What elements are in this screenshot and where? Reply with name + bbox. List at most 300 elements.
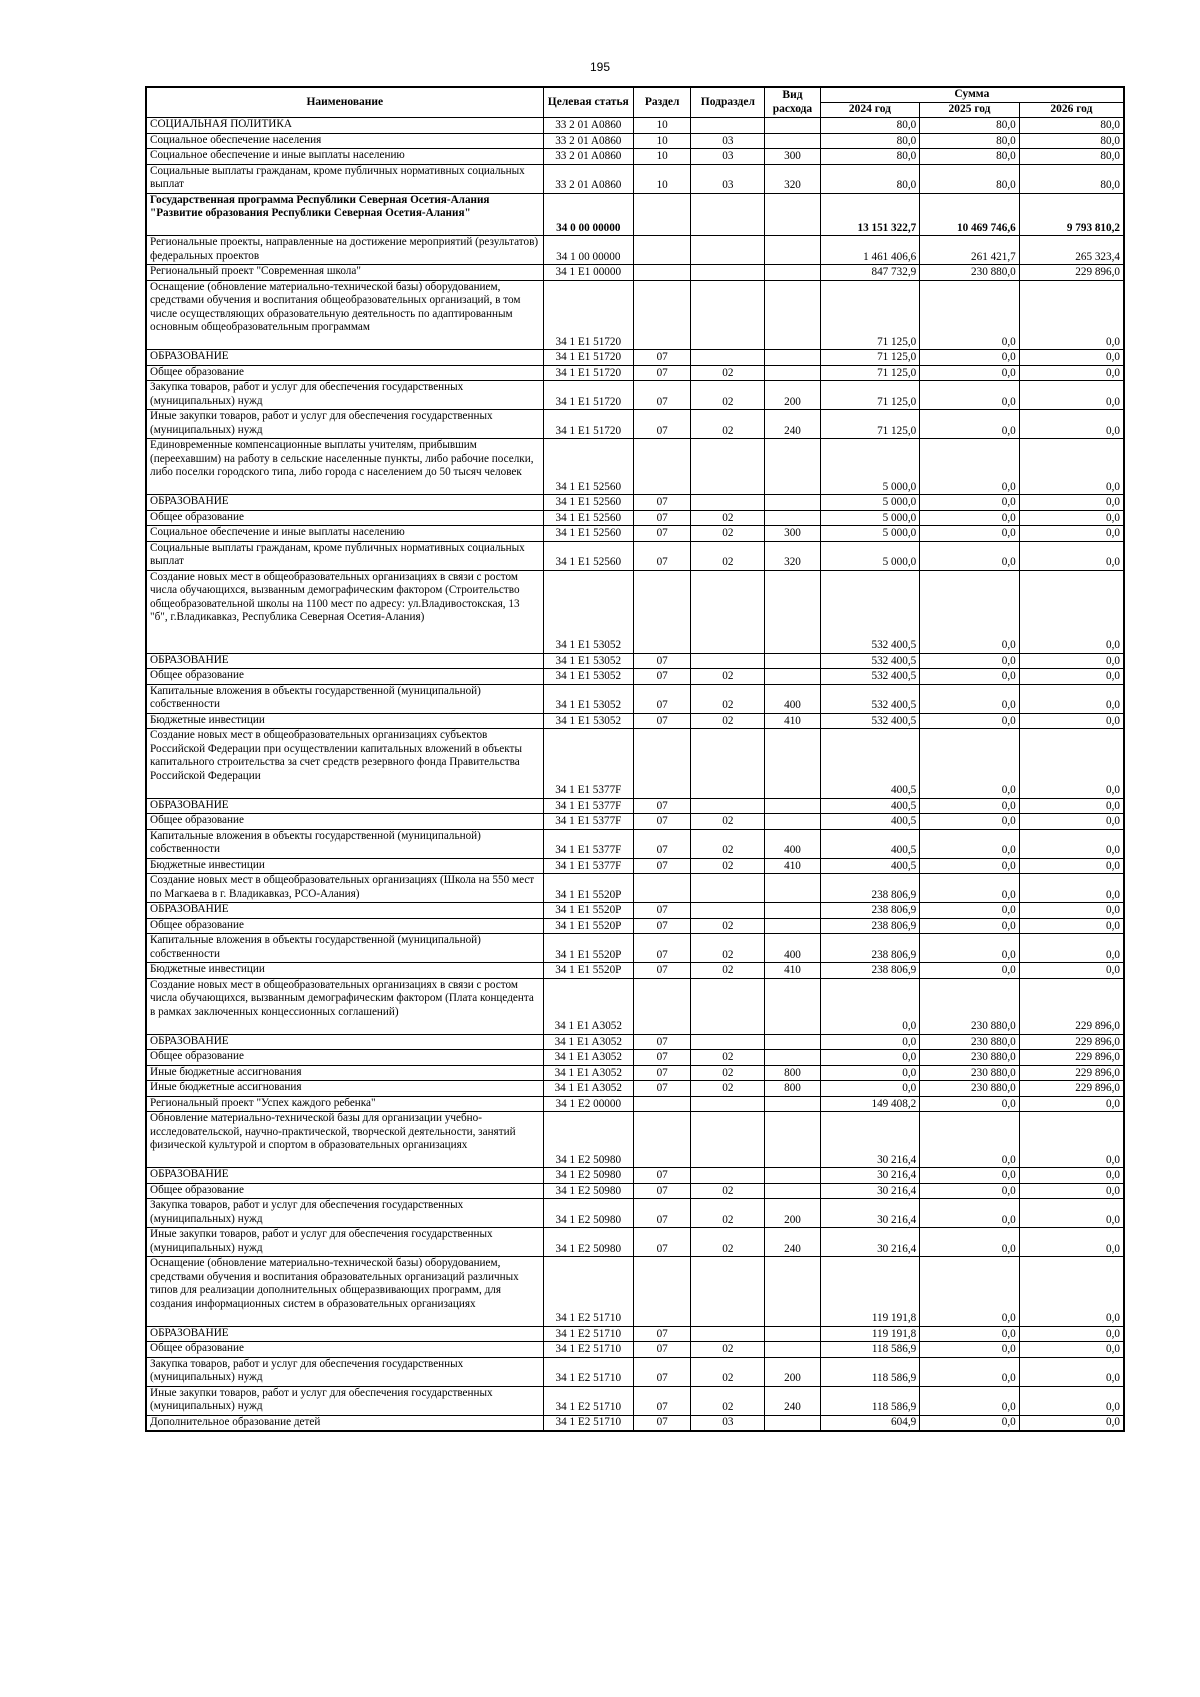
row-target-code: 34 1 E1 53052 (543, 570, 633, 653)
row-sum-2024: 400,5 (820, 858, 920, 874)
header-2025: 2025 год (920, 103, 1020, 118)
row-expense-type (765, 1326, 820, 1342)
header-subsection: Подраздел (691, 87, 765, 118)
row-sum-2025: 0,0 (920, 280, 1020, 350)
row-section: 10 (633, 133, 690, 149)
row-target-code: 34 1 E1 5377F (543, 729, 633, 799)
row-section (633, 439, 690, 495)
row-target-code: 34 1 E1 5520P (543, 903, 633, 919)
row-sum-2026: 80,0 (1019, 133, 1124, 149)
row-sum-2024: 30 216,4 (820, 1228, 920, 1257)
row-target-code: 34 1 E1 53052 (543, 684, 633, 713)
row-expense-type (765, 729, 820, 799)
row-sum-2026: 0,0 (1019, 669, 1124, 685)
header-2024: 2024 год (820, 103, 920, 118)
row-sum-2025: 80,0 (920, 133, 1020, 149)
row-sum-2026: 80,0 (1019, 149, 1124, 165)
table-row (146, 350, 1124, 366)
row-subsection (691, 729, 765, 799)
row-target-code: 34 1 E1 A3052 (543, 1065, 633, 1081)
row-expense-type: 300 (765, 526, 820, 542)
row-subsection (691, 350, 765, 366)
row-sum-2025: 0,0 (920, 918, 1020, 934)
row-expense-type (765, 1112, 820, 1168)
row-name: Государственная программа Республики Северная Осетия-Алания "Развитие образования Республики Северная Осетия-Алания" (146, 193, 543, 236)
row-section (633, 1257, 690, 1327)
row-target-code: 34 1 E1 5520P (543, 918, 633, 934)
row-expense-type (765, 653, 820, 669)
row-sum-2024: 0,0 (820, 1065, 920, 1081)
row-target-code: 34 1 E1 5520P (543, 874, 633, 903)
row-sum-2025: 0,0 (920, 684, 1020, 713)
row-section (633, 1096, 690, 1112)
row-sum-2026: 0,0 (1019, 541, 1124, 570)
row-name: Обновление материально-технической базы для организации учебно-исследовательской, научно-практической, творческой деятельности, занятий физической культурой и спортом в образовательных организациях (146, 1112, 543, 1168)
row-subsection (691, 1034, 765, 1050)
row-section: 07 (633, 903, 690, 919)
table-row (146, 903, 1124, 919)
row-section: 07 (633, 381, 690, 410)
row-target-code: 34 1 E1 A3052 (543, 978, 633, 1034)
row-expense-type: 240 (765, 410, 820, 439)
row-subsection: 02 (691, 1050, 765, 1066)
row-sum-2024: 0,0 (820, 1034, 920, 1050)
row-sum-2024: 1 461 406,6 (820, 236, 920, 265)
table-row (146, 858, 1124, 874)
row-sum-2026: 0,0 (1019, 1183, 1124, 1199)
row-sum-2024: 149 408,2 (820, 1096, 920, 1112)
row-subsection: 03 (691, 149, 765, 165)
row-name: Закупка товаров, работ и услуг для обеспечения государственных (муниципальных) нужд (146, 1357, 543, 1386)
row-subsection (691, 874, 765, 903)
row-sum-2025: 10 469 746,6 (920, 193, 1020, 236)
row-sum-2026: 0,0 (1019, 1415, 1124, 1431)
row-subsection: 02 (691, 669, 765, 685)
row-section: 07 (633, 963, 690, 979)
row-section: 07 (633, 934, 690, 963)
row-expense-type (765, 280, 820, 350)
row-expense-type (765, 1257, 820, 1327)
row-section: 07 (633, 1050, 690, 1066)
row-name: Социальное обеспечение и иные выплаты населению (146, 149, 543, 165)
row-subsection: 02 (691, 1357, 765, 1386)
row-name: Иные закупки товаров, работ и услуг для обеспечения государственных (муниципальных) нужд (146, 410, 543, 439)
row-name: Социальные выплаты гражданам, кроме публичных нормативных социальных выплат (146, 164, 543, 193)
table-row (146, 814, 1124, 830)
row-target-code: 33 2 01 A0860 (543, 118, 633, 134)
row-name: Общее образование (146, 1342, 543, 1358)
row-target-code: 34 1 E1 52560 (543, 526, 633, 542)
row-expense-type: 400 (765, 829, 820, 858)
row-sum-2025: 0,0 (920, 381, 1020, 410)
header-expense: Вид расхода (765, 87, 820, 118)
row-subsection: 02 (691, 858, 765, 874)
table-row (146, 798, 1124, 814)
row-target-code: 34 1 E1 5377F (543, 858, 633, 874)
row-sum-2024: 71 125,0 (820, 350, 920, 366)
row-subsection (691, 1168, 765, 1184)
row-expense-type: 410 (765, 963, 820, 979)
row-name: ОБРАЗОВАНИЕ (146, 653, 543, 669)
header-code: Целевая статья (543, 87, 633, 118)
row-expense-type: 800 (765, 1081, 820, 1097)
row-sum-2024: 238 806,9 (820, 874, 920, 903)
row-sum-2025: 0,0 (920, 439, 1020, 495)
row-target-code: 34 1 E2 00000 (543, 1096, 633, 1112)
budget-table (145, 86, 1125, 1432)
row-sum-2025: 0,0 (920, 526, 1020, 542)
row-section (633, 265, 690, 281)
table-row (146, 570, 1124, 653)
row-target-code: 34 1 E1 51720 (543, 365, 633, 381)
row-expense-type (765, 814, 820, 830)
table-row (146, 934, 1124, 963)
table-row (146, 118, 1124, 134)
table-row (146, 1342, 1124, 1358)
row-section: 07 (633, 1065, 690, 1081)
row-subsection: 02 (691, 365, 765, 381)
row-subsection (691, 798, 765, 814)
table-row (146, 963, 1124, 979)
row-sum-2025: 0,0 (920, 1342, 1020, 1358)
table-row (146, 495, 1124, 511)
row-sum-2024: 5 000,0 (820, 495, 920, 511)
row-sum-2024: 532 400,5 (820, 669, 920, 685)
row-name: Региональные проекты, направленные на достижение мероприятий (результатов) федеральных проектов (146, 236, 543, 265)
row-sum-2025: 0,0 (920, 1326, 1020, 1342)
row-target-code: 34 1 E1 52560 (543, 510, 633, 526)
row-name: Капитальные вложения в объекты государственной (муниципальной) собственности (146, 829, 543, 858)
row-name: Закупка товаров, работ и услуг для обеспечения государственных (муниципальных) нужд (146, 1199, 543, 1228)
row-sum-2025: 230 880,0 (920, 1081, 1020, 1097)
row-sum-2026: 0,0 (1019, 439, 1124, 495)
row-subsection: 02 (691, 1386, 765, 1415)
row-name: Общее образование (146, 918, 543, 934)
row-sum-2024: 80,0 (820, 164, 920, 193)
row-target-code: 34 1 E1 00000 (543, 265, 633, 281)
row-target-code: 34 1 E2 51710 (543, 1326, 633, 1342)
row-name: Создание новых мест в общеобразовательных организациях в связи с ростом числа обучающихся, вызванным демографическим фактором (Плата концедента в рамках заключенных концессионных соглашений) (146, 978, 543, 1034)
row-sum-2025: 0,0 (920, 1257, 1020, 1327)
table-row (146, 410, 1124, 439)
row-sum-2024: 30 216,4 (820, 1112, 920, 1168)
row-sum-2026: 0,0 (1019, 1228, 1124, 1257)
row-sum-2026: 0,0 (1019, 495, 1124, 511)
row-target-code: 34 1 00 00000 (543, 236, 633, 265)
page-number: 195 (589, 60, 611, 74)
row-subsection: 03 (691, 164, 765, 193)
row-sum-2026: 0,0 (1019, 1326, 1124, 1342)
row-target-code: 34 1 E2 50980 (543, 1228, 633, 1257)
row-sum-2024: 400,5 (820, 829, 920, 858)
row-name: ОБРАЗОВАНИЕ (146, 1168, 543, 1184)
row-subsection (691, 280, 765, 350)
table-row (146, 1183, 1124, 1199)
row-sum-2024: 5 000,0 (820, 541, 920, 570)
row-subsection (691, 236, 765, 265)
row-subsection: 02 (691, 713, 765, 729)
table-row (146, 1257, 1124, 1327)
row-sum-2024: 30 216,4 (820, 1183, 920, 1199)
row-sum-2026: 265 323,4 (1019, 236, 1124, 265)
row-sum-2024: 400,5 (820, 729, 920, 799)
row-sum-2026: 0,0 (1019, 684, 1124, 713)
row-expense-type (765, 669, 820, 685)
row-name: Создание новых мест в общеобразовательных организациях в связи с ростом числа обучающихся, вызванным демографическим фактором (Строительство общеобразовательной школы на 1100 мест по адресу: ул.Владивостокская, 13 "б", г.Владикавказ, Республика Северная Осетия-Алания) (146, 570, 543, 653)
table-row (146, 193, 1124, 236)
row-sum-2025: 80,0 (920, 149, 1020, 165)
row-sum-2024: 118 586,9 (820, 1342, 920, 1358)
row-expense-type (765, 798, 820, 814)
row-subsection: 02 (691, 541, 765, 570)
row-name: Создание новых мест в общеобразовательных организациях (Школа на 550 мест по Магкаева в г. Владикавказ, РСО-Алания) (146, 874, 543, 903)
row-sum-2026: 80,0 (1019, 118, 1124, 134)
row-target-code: 34 1 E1 51720 (543, 350, 633, 366)
row-section (633, 193, 690, 236)
row-sum-2026: 0,0 (1019, 1112, 1124, 1168)
row-sum-2026: 0,0 (1019, 713, 1124, 729)
row-section: 07 (633, 918, 690, 934)
table-row (146, 978, 1124, 1034)
row-section: 07 (633, 541, 690, 570)
row-sum-2024: 30 216,4 (820, 1168, 920, 1184)
table-row (146, 149, 1124, 165)
row-subsection: 02 (691, 1199, 765, 1228)
row-expense-type (765, 133, 820, 149)
row-target-code: 34 1 E2 51710 (543, 1415, 633, 1431)
row-expense-type: 200 (765, 381, 820, 410)
table-row (146, 1112, 1124, 1168)
row-sum-2026: 0,0 (1019, 653, 1124, 669)
row-expense-type (765, 510, 820, 526)
row-name: Закупка товаров, работ и услуг для обеспечения государственных (муниципальных) нужд (146, 381, 543, 410)
row-subsection: 02 (691, 918, 765, 934)
row-expense-type (765, 1342, 820, 1358)
row-name: ОБРАЗОВАНИЕ (146, 1326, 543, 1342)
row-sum-2026: 0,0 (1019, 570, 1124, 653)
row-expense-type: 400 (765, 934, 820, 963)
row-sum-2024: 80,0 (820, 149, 920, 165)
row-name: Капитальные вложения в объекты государственной (муниципальной) собственности (146, 684, 543, 713)
row-target-code: 34 1 E1 5520P (543, 934, 633, 963)
table-row (146, 164, 1124, 193)
row-sum-2025: 0,0 (920, 858, 1020, 874)
header-sum: Сумма (820, 87, 1124, 103)
row-sum-2025: 0,0 (920, 798, 1020, 814)
row-expense-type: 320 (765, 164, 820, 193)
row-expense-type (765, 918, 820, 934)
row-sum-2024: 5 000,0 (820, 526, 920, 542)
row-subsection (691, 570, 765, 653)
row-sum-2024: 118 586,9 (820, 1386, 920, 1415)
row-expense-type: 240 (765, 1386, 820, 1415)
row-sum-2024: 238 806,9 (820, 963, 920, 979)
row-sum-2026: 0,0 (1019, 903, 1124, 919)
row-name: Социальное обеспечение и иные выплаты населению (146, 526, 543, 542)
row-expense-type: 800 (765, 1065, 820, 1081)
row-sum-2024: 532 400,5 (820, 570, 920, 653)
row-target-code: 33 2 01 A0860 (543, 133, 633, 149)
row-name: Иные закупки товаров, работ и услуг для обеспечения государственных (муниципальных) нужд (146, 1228, 543, 1257)
row-name: Общее образование (146, 814, 543, 830)
row-name: Общее образование (146, 510, 543, 526)
row-sum-2025: 230 880,0 (920, 978, 1020, 1034)
row-section (633, 729, 690, 799)
row-sum-2024: 118 586,9 (820, 1357, 920, 1386)
row-section: 07 (633, 713, 690, 729)
row-sum-2024: 80,0 (820, 118, 920, 134)
row-name: ОБРАЗОВАНИЕ (146, 1034, 543, 1050)
row-sum-2026: 0,0 (1019, 874, 1124, 903)
row-section: 07 (633, 814, 690, 830)
row-section: 07 (633, 829, 690, 858)
row-section: 07 (633, 1357, 690, 1386)
row-name: Региональный проект "Современная школа" (146, 265, 543, 281)
row-name: Дополнительное образование детей (146, 1415, 543, 1431)
row-sum-2024: 604,9 (820, 1415, 920, 1431)
row-sum-2024: 71 125,0 (820, 365, 920, 381)
row-target-code: 33 2 01 A0860 (543, 149, 633, 165)
row-subsection: 02 (691, 1342, 765, 1358)
row-sum-2025: 0,0 (920, 934, 1020, 963)
row-section: 07 (633, 350, 690, 366)
row-section (633, 978, 690, 1034)
row-section: 07 (633, 410, 690, 439)
row-expense-type: 200 (765, 1199, 820, 1228)
row-name: Иные бюджетные ассигнования (146, 1065, 543, 1081)
row-target-code: 34 1 E2 51710 (543, 1257, 633, 1327)
row-target-code: 34 1 E1 53052 (543, 713, 633, 729)
row-sum-2026: 229 896,0 (1019, 265, 1124, 281)
row-target-code: 34 1 E1 51720 (543, 410, 633, 439)
row-name: Оснащение (обновление материально-технической базы) оборудованием, средствами обучения и воспитания образовательных организаций различных типов для реализации дополнительных общеразвивающих программ, для создания информационных систем в образовательных организациях (146, 1257, 543, 1327)
row-target-code: 34 1 E1 A3052 (543, 1081, 633, 1097)
row-sum-2025: 0,0 (920, 729, 1020, 799)
table-row (146, 729, 1124, 799)
table-row (146, 874, 1124, 903)
row-sum-2024: 400,5 (820, 814, 920, 830)
row-sum-2024: 13 151 322,7 (820, 193, 920, 236)
row-section: 07 (633, 495, 690, 511)
row-section: 07 (633, 858, 690, 874)
row-subsection: 02 (691, 684, 765, 713)
row-name: Единовременные компенсационные выплаты учителям, прибывшим (переехавшим) на работу в сельские населенные пункты, либо рабочие поселки, либо поселки городского типа, либо города с населением до 50 тысяч человек (146, 439, 543, 495)
row-section (633, 280, 690, 350)
table-row (146, 829, 1124, 858)
row-name: Иные бюджетные ассигнования (146, 1081, 543, 1097)
row-target-code: 34 1 E1 51720 (543, 381, 633, 410)
row-expense-type: 410 (765, 713, 820, 729)
row-name: Региональный проект "Успех каждого ребенка" (146, 1096, 543, 1112)
row-target-code: 34 1 E1 52560 (543, 439, 633, 495)
row-expense-type (765, 1096, 820, 1112)
row-sum-2026: 229 896,0 (1019, 1081, 1124, 1097)
row-section: 07 (633, 1228, 690, 1257)
row-sum-2025: 0,0 (920, 653, 1020, 669)
row-expense-type (765, 118, 820, 134)
row-target-code: 34 1 E2 51710 (543, 1386, 633, 1415)
row-expense-type (765, 1183, 820, 1199)
row-sum-2025: 0,0 (920, 365, 1020, 381)
table-row (146, 1415, 1124, 1431)
table-row (146, 1326, 1124, 1342)
row-sum-2026: 0,0 (1019, 798, 1124, 814)
row-subsection: 02 (691, 526, 765, 542)
row-sum-2025: 0,0 (920, 1357, 1020, 1386)
row-target-code: 34 1 E1 52560 (543, 541, 633, 570)
row-sum-2026: 80,0 (1019, 164, 1124, 193)
row-sum-2026: 229 896,0 (1019, 1050, 1124, 1066)
row-expense-type: 240 (765, 1228, 820, 1257)
row-sum-2026: 0,0 (1019, 510, 1124, 526)
row-name: Общее образование (146, 365, 543, 381)
header-2026: 2026 год (1019, 103, 1124, 118)
row-section: 07 (633, 1034, 690, 1050)
header-name: Наименование (146, 87, 543, 118)
row-target-code: 34 1 E1 5377F (543, 798, 633, 814)
row-sum-2025: 0,0 (920, 1096, 1020, 1112)
row-sum-2025: 0,0 (920, 1112, 1020, 1168)
row-sum-2024: 71 125,0 (820, 410, 920, 439)
row-target-code: 34 1 E2 50980 (543, 1168, 633, 1184)
row-name: Бюджетные инвестиции (146, 963, 543, 979)
row-target-code: 33 2 01 A0860 (543, 164, 633, 193)
row-target-code: 34 1 E1 51720 (543, 280, 633, 350)
row-sum-2026: 0,0 (1019, 918, 1124, 934)
row-sum-2026: 0,0 (1019, 410, 1124, 439)
table-row (146, 1168, 1124, 1184)
row-section (633, 570, 690, 653)
row-subsection: 02 (691, 1183, 765, 1199)
row-section: 07 (633, 669, 690, 685)
row-sum-2025: 0,0 (920, 669, 1020, 685)
row-subsection (691, 1326, 765, 1342)
row-expense-type (765, 265, 820, 281)
row-subsection (691, 1112, 765, 1168)
row-sum-2025: 0,0 (920, 570, 1020, 653)
row-sum-2025: 0,0 (920, 814, 1020, 830)
row-sum-2025: 261 421,7 (920, 236, 1020, 265)
row-section: 07 (633, 365, 690, 381)
row-subsection (691, 903, 765, 919)
row-name: Иные закупки товаров, работ и услуг для обеспечения государственных (муниципальных) нужд (146, 1386, 543, 1415)
row-sum-2026: 0,0 (1019, 1096, 1124, 1112)
row-sum-2024: 238 806,9 (820, 918, 920, 934)
row-sum-2025: 0,0 (920, 541, 1020, 570)
row-target-code: 34 1 E2 51710 (543, 1342, 633, 1358)
row-expense-type (765, 350, 820, 366)
row-sum-2026: 229 896,0 (1019, 1065, 1124, 1081)
row-subsection (691, 1257, 765, 1327)
row-subsection: 02 (691, 829, 765, 858)
row-target-code: 34 1 E1 53052 (543, 653, 633, 669)
row-sum-2025: 80,0 (920, 118, 1020, 134)
row-expense-type (765, 570, 820, 653)
table-row (146, 1228, 1124, 1257)
row-section: 07 (633, 510, 690, 526)
row-sum-2024: 71 125,0 (820, 280, 920, 350)
table-row (146, 1050, 1124, 1066)
row-sum-2026: 0,0 (1019, 1199, 1124, 1228)
row-sum-2026: 229 896,0 (1019, 978, 1124, 1034)
table-row (146, 684, 1124, 713)
row-target-code: 34 1 E2 51710 (543, 1357, 633, 1386)
row-target-code: 34 1 E1 5520P (543, 963, 633, 979)
row-name: Общее образование (146, 1183, 543, 1199)
row-sum-2025: 0,0 (920, 829, 1020, 858)
row-sum-2025: 230 880,0 (920, 1034, 1020, 1050)
row-section: 10 (633, 149, 690, 165)
